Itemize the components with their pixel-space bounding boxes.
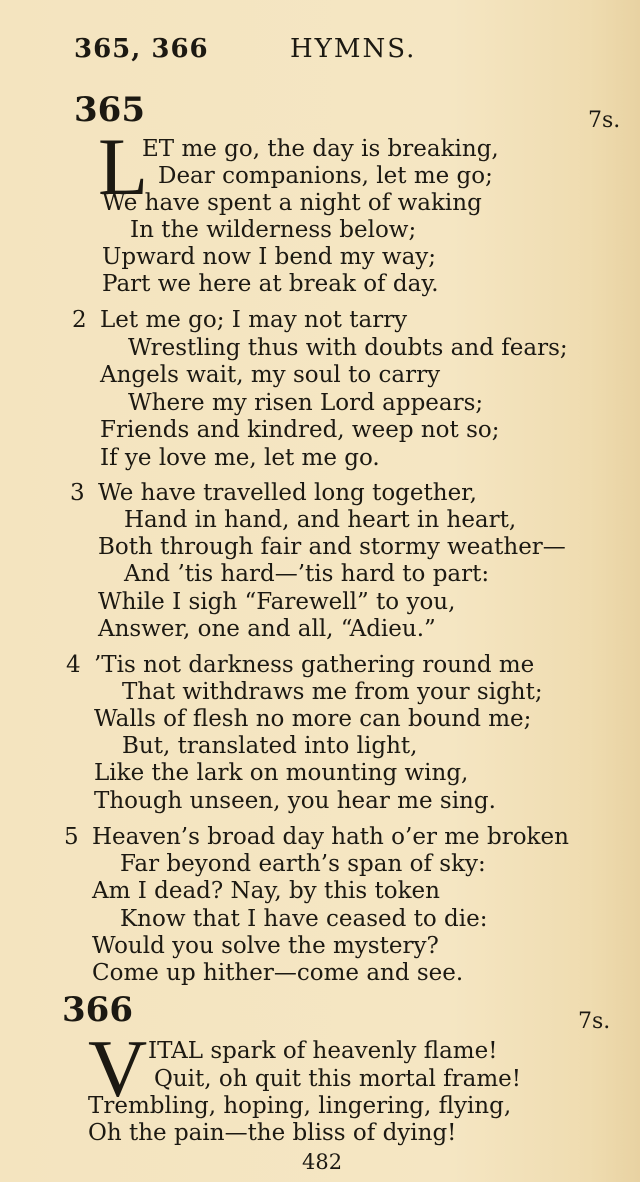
verse-line: ITAL spark of heavenly flame!: [148, 1038, 498, 1064]
verse-number: 4: [66, 652, 81, 678]
verse-line: Friends and kindred, weep not so;: [100, 417, 500, 443]
hymn-number: 365: [74, 90, 145, 130]
running-head-title: HYMNS.: [290, 34, 417, 64]
verse-line: Where my risen Lord appears;: [128, 390, 484, 416]
verse-line: In the wilderness below;: [130, 217, 417, 243]
verse-line: While I sigh “Farewell” to you,: [98, 589, 456, 615]
drop-cap: V: [88, 1023, 148, 1114]
verse-line: Upward now I bend my way;: [102, 244, 437, 270]
verse-number: 5: [64, 824, 79, 850]
drop-cap: L: [98, 121, 149, 212]
verse-line: Though unseen, you hear me sing.: [94, 788, 496, 814]
verse-number: 3: [70, 480, 85, 506]
verse-line: Walls of flesh no more can bound me;: [94, 706, 532, 732]
verse-line: Wrestling thus with doubts and fears;: [128, 335, 568, 361]
verse-line: And ’tis hard—’tis hard to part:: [124, 561, 490, 587]
verse-line: Heaven’s broad day hath o’er me broken: [92, 824, 569, 850]
verse-line: Far beyond earth’s span of sky:: [120, 851, 486, 877]
verse-line: Like the lark on mounting wing,: [94, 760, 469, 786]
verse-line: ET me go, the day is breaking,: [142, 136, 499, 162]
verse-line: Would you solve the mystery?: [92, 933, 439, 959]
hymn-meter: 7s.: [578, 1009, 611, 1034]
verse-line: Answer, one and all, “Adieu.”: [98, 616, 436, 642]
verse-line: Oh the pain—the bliss of dying!: [88, 1120, 457, 1146]
verse-line: Hand in hand, and heart in heart,: [124, 507, 517, 533]
verse-line: We have travelled long together,: [98, 480, 477, 506]
verse-line: Trembling, hoping, lingering, flying,: [88, 1093, 512, 1119]
verse-line: Come up hither—come and see.: [92, 960, 464, 986]
verse-line: Angels wait, my soul to carry: [100, 362, 441, 388]
page-number: 482: [302, 1150, 343, 1174]
verse-line: We have spent a night of waking: [102, 190, 482, 216]
verse-line: ’Tis not darkness gathering round me: [94, 652, 535, 678]
verse-line: Am I dead? Nay, by this token: [92, 878, 440, 904]
verse-line: Quit, oh quit this mortal frame!: [154, 1066, 521, 1092]
verse-number: 2: [72, 307, 87, 333]
verse-line: But, translated into light,: [122, 733, 418, 759]
running-head-numbers: 365, 366: [74, 34, 209, 64]
verse-line: Know that I have ceased to die:: [120, 906, 488, 932]
verse-line: Let me go; I may not tarry: [100, 307, 408, 333]
verse-line: Dear companions, let me go;: [158, 163, 493, 189]
verse-line: Both through fair and stormy weather—: [98, 534, 566, 560]
verse-line: Part we here at break of day.: [102, 271, 439, 297]
verse-line: That withdraws me from your sight;: [122, 679, 543, 705]
verse-line: If ye love me, let me go.: [100, 445, 380, 471]
hymn-meter: 7s.: [588, 108, 621, 133]
hymn-number: 366: [62, 990, 133, 1030]
